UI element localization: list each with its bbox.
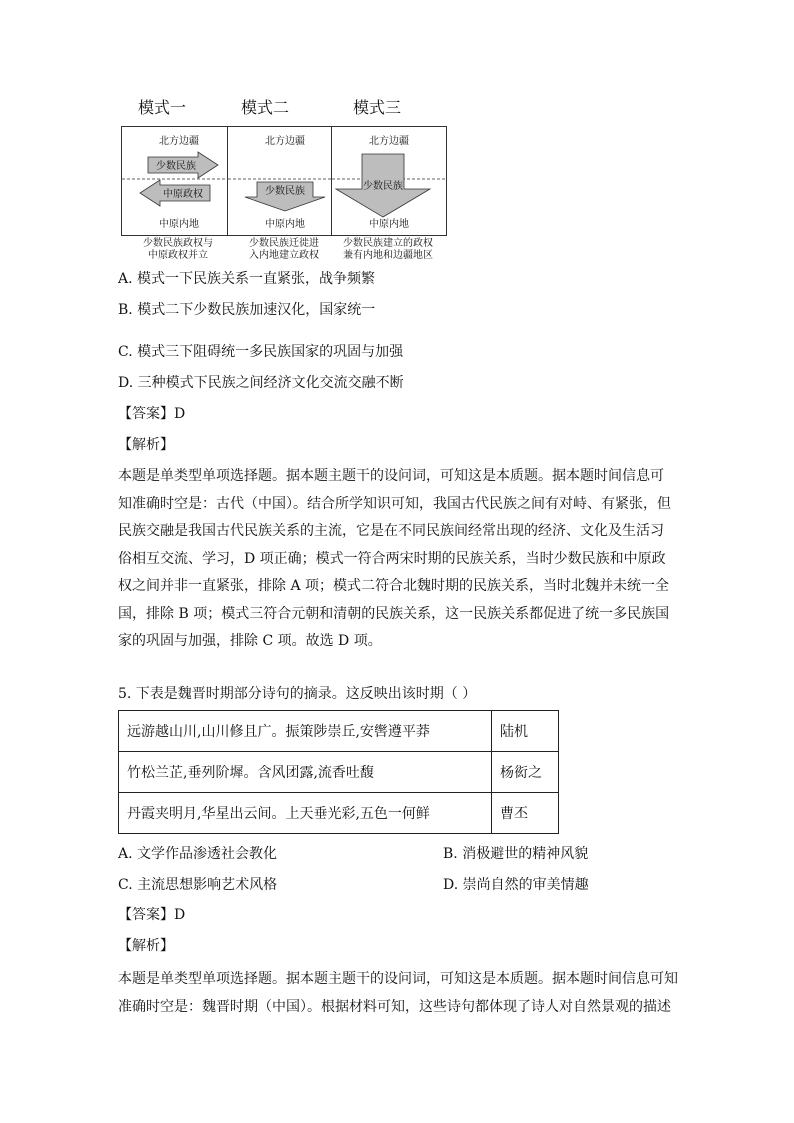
mode-2-label-minority: 少数民族 [265,186,305,197]
mode-2-title: 模式二 [241,98,290,117]
mode-1-south-label: 中原内地 [159,219,199,230]
q5-analysis-title: 【解析】 [118,938,174,954]
q4-option-b: B. 模式二下少数民族加速汉化，国家统一 [118,302,376,318]
q4-analysis-line: 本题是单类型单项选择题。据本题主题干的设问词，可知这是本质题。据本题时间信息可 [118,468,664,484]
mode-1-north-label: 北方边疆 [159,136,199,147]
table-row [119,711,559,752]
author-cell: 杨衒之 [492,752,559,793]
mode-3-caption [329,238,447,262]
q5-stem: 5. 下表是魏晋时期部分诗句的摘录。这反映出该时期（ ） [118,686,477,702]
mode-3-title: 模式三 [353,98,402,117]
mode-2-south-label: 中原内地 [265,219,305,230]
mode-3-box [331,126,447,236]
author-cell: 陆机 [492,711,559,752]
q5-option-a: A. 文学作品渗透社会教化 [118,846,278,862]
q5-analysis-line: 本题是单类型单项选择题。据本题主题干的设问词，可知这是本质题。据本题时间信息可知 [118,971,678,987]
q4-analysis [118,463,678,656]
q4-analysis-title: 【解析】 [118,437,174,453]
poem-cell: 远游越山川,山川修且广。振策陟崇丘,安辔遵平莽 [119,711,492,752]
q4-option-c: C. 模式三下阻碍统一多民族国家的巩固与加强 [118,344,404,360]
mode-1-caption [119,238,237,262]
table-row [119,752,559,793]
q5-analysis-line: 准确时空是：魏晋时期（中国）。根据材料可知，这些诗句都体现了诗人对自然景观的描述 [118,998,671,1015]
mode-3-north-label: 北方边疆 [369,136,409,147]
table-row [119,793,559,834]
poem-table [118,710,559,834]
q4-analysis-line: 知准确时空是：古代（中国）。结合所学知识可知，我国古代民族之间有对峙、有紧张，但 [118,495,671,512]
q4-answer: 【答案】D [118,406,186,422]
mode-2-north-label: 北方边疆 [265,136,305,147]
q5-option-b: B. 消极避世的精神风貌 [443,846,589,862]
mode-1-title: 模式一 [138,98,187,117]
mode-2-caption-line-2: 入内地建立政权 [249,250,319,261]
q5-analysis [118,966,688,1021]
q4-analysis-line: 家的巩固与加强，排除 C 项。故选 D 项。 [118,633,382,649]
q4-analysis-line: 国，排除 B 项；模式三符合元朝和清朝的民族关系，这一民族关系都促进了统一多民族国 [118,605,670,622]
q5-option-d: D. 崇尚自然的审美情趣 [443,877,589,893]
mode-1-box [121,126,237,236]
mode-1-caption-line-1: 少数民族政权与 [143,238,213,249]
mode-1-label-minority: 少数民族 [156,161,196,172]
mode-2-caption [225,238,343,262]
q5-answer: 【答案】D [118,907,186,923]
mode-3-caption-line-2: 兼有内地和边疆地区 [343,250,433,261]
mode-3-caption-line-1: 少数民族建立的政权 [343,238,433,249]
author-cell: 曹丕 [492,793,559,834]
poem-cell: 丹霞夹明月,华星出云间。上天垂光彩,五色一何鲜 [119,793,492,834]
mode-1-label-central: 中原政权 [163,189,203,200]
q4-option-d: D. 三种模式下民族之间经济文化交流交融不断 [118,375,404,391]
q5-option-c: C. 主流思想影响艺术风格 [118,877,278,893]
mode-1-caption-line-2: 中原政权并立 [148,250,208,261]
mode-2-caption-line-1: 少数民族迁徙进 [249,238,319,249]
q4-analysis-line: 权之间并非一直紧张，排除 A 项；模式二符合北魏时期的民族关系，当时北魏并未统一全 [118,578,670,594]
mode-3-south-label: 中原内地 [369,219,409,230]
q4-analysis-line: 俗相互交流、学习，D 项正确；模式一符合两宋时期的民族关系，当时少数民族和中原政 [118,550,666,567]
poem-cell: 竹松兰芷,垂列阶墀。含风团露,流香吐馥 [119,752,492,793]
q4-option-a: A. 模式一下民族关系一直紧张，战争频繁 [118,271,376,287]
q4-analysis-line: 民族交融是我国古代民族关系的主流，它是在不同民族间经常出现的经济、文化及生活习 [118,523,664,539]
mode-2-box [227,126,343,236]
mode-3-label-minority: 少数民族 [363,181,403,192]
